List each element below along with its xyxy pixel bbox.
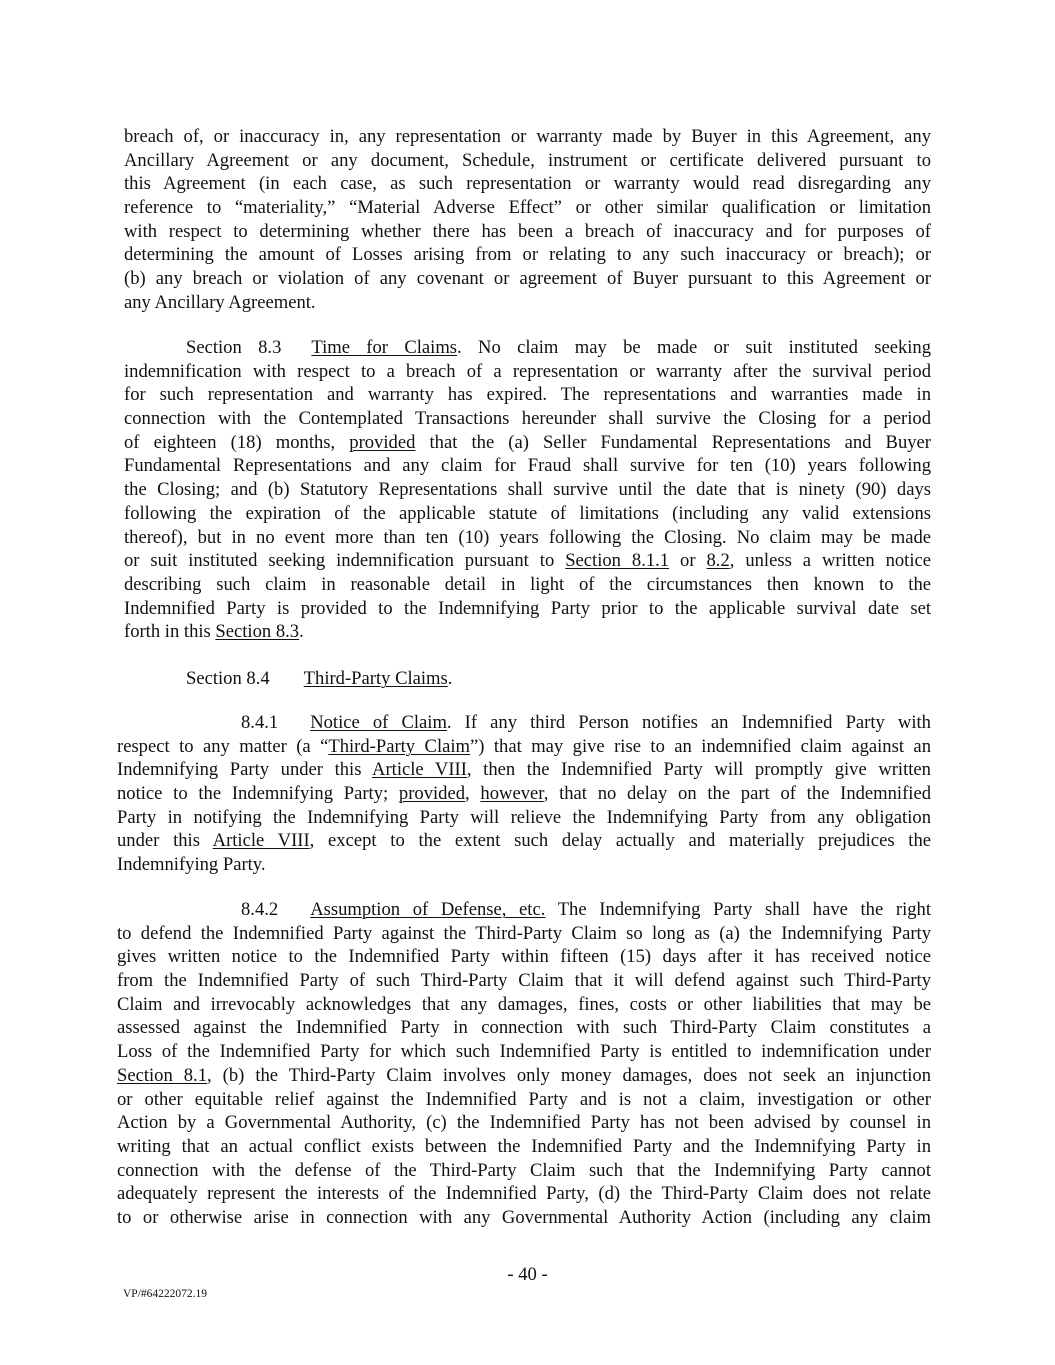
text-run: , then the Indemnified Party will promptly give written: [466, 759, 931, 781]
page-number: - 40 -: [507, 1264, 548, 1285]
text-line: the Closing; and (b) Statutory Representations shall survive until the date that is ninety (90) days: [124, 479, 931, 501]
text-line: describing such claim in reasonable detail in light of the circumstances then known to the: [124, 573, 931, 595]
text-line: or other equitable relief against the Indemnified Party and is not a claim, investigation or other: [117, 1088, 931, 1110]
text-run: or suit instituted seeking indemnification pursuant to: [124, 550, 566, 572]
text-run: under this: [117, 830, 213, 852]
text-line: [124, 620, 931, 644]
section-number: Section 8.3: [186, 337, 282, 358]
text-line: Indemnifying Party.: [117, 854, 266, 876]
section-8-4-1: [117, 711, 931, 877]
text-line: assessed against the Indemnified Party in connection with such Third-Party Claim constitutes a: [117, 1017, 931, 1039]
text-run: The Indemnifying Party shall have the right: [545, 899, 932, 920]
section-8-4-heading: [186, 667, 452, 691]
text-line: [117, 782, 931, 806]
section-8-3: [124, 336, 931, 644]
section-title: Third-Party Claims: [303, 668, 448, 689]
text-line: indemnification with respect to a breach of a representation or warranty after the survival period: [124, 360, 931, 382]
text-run: ,: [465, 783, 481, 805]
section-number: 8.4.1: [241, 712, 279, 733]
text-run: , that no delay on the part of the Indemnified: [543, 783, 931, 805]
text-run: , unless a written notice: [729, 550, 932, 572]
text-run: forth in this: [124, 621, 216, 643]
text-line: Ancillary Agreement or any document, Schedule, instrument or certificate delivered pursuant to: [124, 149, 931, 171]
section-number: Section 8.4: [186, 668, 270, 689]
text-line: from the Indemnified Party of such Third-Party Claim that it will defend against such Third-Party: [117, 970, 931, 992]
section-8-4-2-first-line: [117, 898, 931, 922]
text-line: reference to “materiality,” “Material Adverse Effect” or other similar qualification or limitation: [124, 197, 931, 219]
section-reference: Section 8.3: [215, 621, 300, 643]
text-run: . No claim may be made or suit instituted seeking: [457, 337, 932, 358]
text-line: determining the amount of Losses arising from or relating to any such inaccuracy or breach); or: [124, 244, 931, 266]
text-run: , except to the extent such delay actually and materially prejudices the: [309, 830, 931, 852]
text-line: Indemnified Party is provided to the Indemnifying Party prior to the applicable survival date set: [124, 597, 931, 619]
text-run: . If any third Person notifies an Indemnified Party with: [446, 712, 931, 733]
text-line: [117, 735, 931, 759]
section-8-4-1-first-line: [117, 711, 931, 735]
text-line: connection with the defense of the Third-Party Claim such that the Indemnifying Party cannot: [117, 1159, 931, 1181]
text-run: that the (a) Seller Fundamental Representations and Buyer: [415, 431, 931, 453]
section-reference: 8.2: [706, 550, 730, 572]
section-reference: Article VIII: [212, 830, 310, 852]
section-number: 8.4.2: [241, 899, 279, 920]
section-title: Notice of Claim: [310, 712, 447, 733]
text-run: or: [669, 550, 707, 572]
text-line: [117, 829, 931, 853]
section-reference: Section 8.1: [117, 1064, 208, 1086]
text-line: [124, 549, 931, 573]
text-run: notice to the Indemnifying Party;: [117, 783, 399, 805]
section-title: Time for Claims: [311, 337, 458, 358]
section-reference: Article VIII: [372, 759, 467, 781]
section-title: Assumption of Defense, etc.: [310, 899, 546, 920]
text-run: Indemnifying Party under this: [117, 759, 373, 781]
defined-term: provided: [398, 783, 466, 805]
section-8-3-first-line: [124, 336, 931, 360]
text-line: to defend the Indemnified Party against the Third-Party Claim so long as (a) the Indemnifying Party: [117, 922, 931, 944]
text-line: [124, 431, 931, 455]
text-run: , (b) the Third-Party Claim involves only money damages, does not seek an injunction: [207, 1064, 931, 1086]
text-line: connection with the Contemplated Transactions hereunder shall survive the Closing for a period: [124, 408, 931, 430]
text-run: respect to any matter (a “: [117, 735, 329, 757]
text-line: any Ancillary Agreement.: [124, 291, 316, 313]
defined-term: Third-Party Claim: [328, 735, 470, 757]
text-line: Claim and irrevocably acknowledges that any damages, fines, costs or other liabilities that may be: [117, 993, 931, 1015]
text-line: thereof), but in no event more than ten (10) years following the Closing. No claim may be made: [124, 526, 931, 548]
text-run: of eighteen (18) months,: [124, 431, 350, 453]
defined-term: however: [480, 783, 544, 805]
text-line: Action by a Governmental Authority, (c) the Indemnified Party has not been advised by counsel in: [117, 1112, 931, 1134]
text-line: [117, 1064, 931, 1088]
text-line: with respect to determining whether there has been a breach of inaccuracy and for purposes of: [124, 220, 931, 242]
text-line: to or otherwise arise in connection with any Governmental Authority Action (including any claim: [117, 1206, 931, 1228]
document-id: VP/#64222072.19: [123, 1288, 208, 1300]
text-line: (b) any breach or violation of any covenant or agreement of Buyer pursuant to this Agreement or: [124, 268, 931, 290]
text-line: following the expiration of the applicable statute of limitations (including any valid extensions: [124, 502, 931, 524]
text-line: for such representation and warranty has expired. The representations and warranties made in: [124, 384, 931, 406]
defined-term: provided: [349, 431, 416, 453]
text-line: gives written notice to the Indemnified Party within fifteen (15) days after it has received notice: [117, 946, 931, 968]
text-line: Fundamental Representations and any claim for Fraud shall survive for ten (10) years following: [124, 455, 931, 477]
text-line: adequately represent the interests of the Indemnified Party, (d) the Third-Party Claim does not relate: [117, 1183, 931, 1205]
section-reference: Section 8.1.1: [565, 550, 670, 572]
text-run: .: [447, 668, 453, 689]
text-line: this Agreement (in each case, as such representation or warranty would read disregarding any: [124, 173, 931, 195]
text-line: Loss of the Indemnified Party for which such Indemnified Party is entitled to indemnification under: [117, 1041, 931, 1063]
text-line: breach of, or inaccuracy in, any representation or warranty made by Buyer in this Agreement, any: [124, 126, 931, 147]
text-line: [117, 758, 931, 782]
paragraph-buyer-breach: [124, 125, 931, 315]
text-line: writing that an actual conflict exists between the Indemnified Party and the Indemnifying Party in: [117, 1135, 931, 1157]
text-run: ”) that may give rise to an indemnified claim against an: [470, 735, 931, 757]
text-run: .: [299, 621, 304, 643]
text-line: Party in notifying the Indemnifying Party will relieve the Indemnifying Party from any obligation: [117, 806, 931, 828]
section-8-4-2: [117, 898, 931, 1230]
